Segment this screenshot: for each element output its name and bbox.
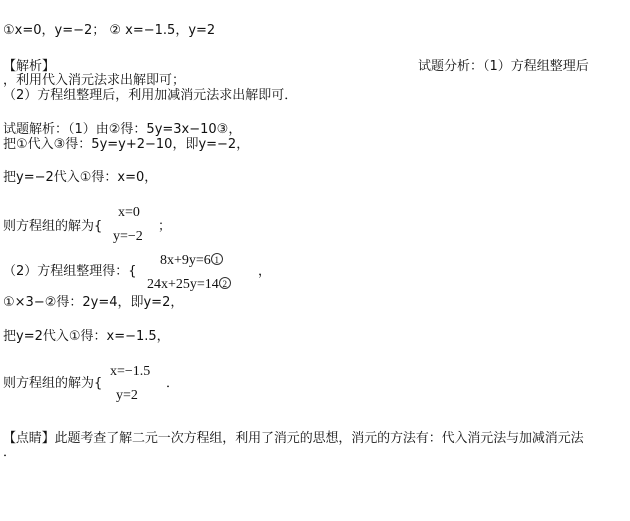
solution-2-prefix: 则方程组的解为{: [3, 376, 103, 391]
system-2-eq-2: [147, 277, 231, 292]
system-2-prefix: （2）方程组整理得：{: [3, 264, 137, 279]
solution-2-eq-y: y=2: [116, 388, 138, 403]
solution-2-eq-x: x=−1.5: [110, 364, 151, 379]
analysis-line-1: ，利用代入消元法求出解即可；: [3, 73, 186, 88]
solution-line-2: 把①代入③得：5y=y+2−10，即y=−2，: [3, 137, 250, 152]
solution-1-eq-y: y=−2: [113, 229, 143, 244]
system-2-eq-1: [160, 253, 223, 268]
solution-1-eq-x: x=0: [118, 205, 140, 220]
system-2-suffix: ，: [258, 264, 272, 279]
solution-line-1: 试题解析：（1）由②得：5y=3x−10③，: [3, 122, 242, 137]
solution-line-3: 把y=−2代入①得：x=0，: [3, 170, 158, 185]
system-2-eq-2-text: 24x+25y=14: [147, 277, 219, 292]
solution-1-prefix: 则方程组的解为{: [3, 219, 103, 234]
system-2-eq-1-text: 8x+9y=6: [160, 253, 211, 268]
dianjing-end: ．: [3, 445, 17, 460]
solution-2-suffix: ．: [166, 376, 180, 391]
equation-number-circle: 1: [211, 253, 223, 265]
analysis-line-2: （2）方程组整理后，利用加减消元法求出解即可．: [3, 88, 298, 103]
solution-line-4: ①×3−②得：2y=4，即y=2，: [3, 295, 184, 310]
dianjing-comment: 【点睛】此题考查了解二元一次方程组，利用了消元的思想，消元的方法有：代入消元法与加减消元法: [3, 431, 584, 446]
solution-line-5: 把y=2代入①得：x=−1.5，: [3, 329, 170, 344]
answer-line: ①x=0，y=−2； ② x=−1.5，y=2: [3, 23, 216, 38]
equation-number-circle: 2: [219, 277, 231, 289]
analysis-header: 试题分析：（1）方程组整理后: [418, 59, 589, 74]
solution-1-suffix: ；: [158, 219, 172, 234]
jiexi-label: 【解析】: [3, 59, 56, 74]
